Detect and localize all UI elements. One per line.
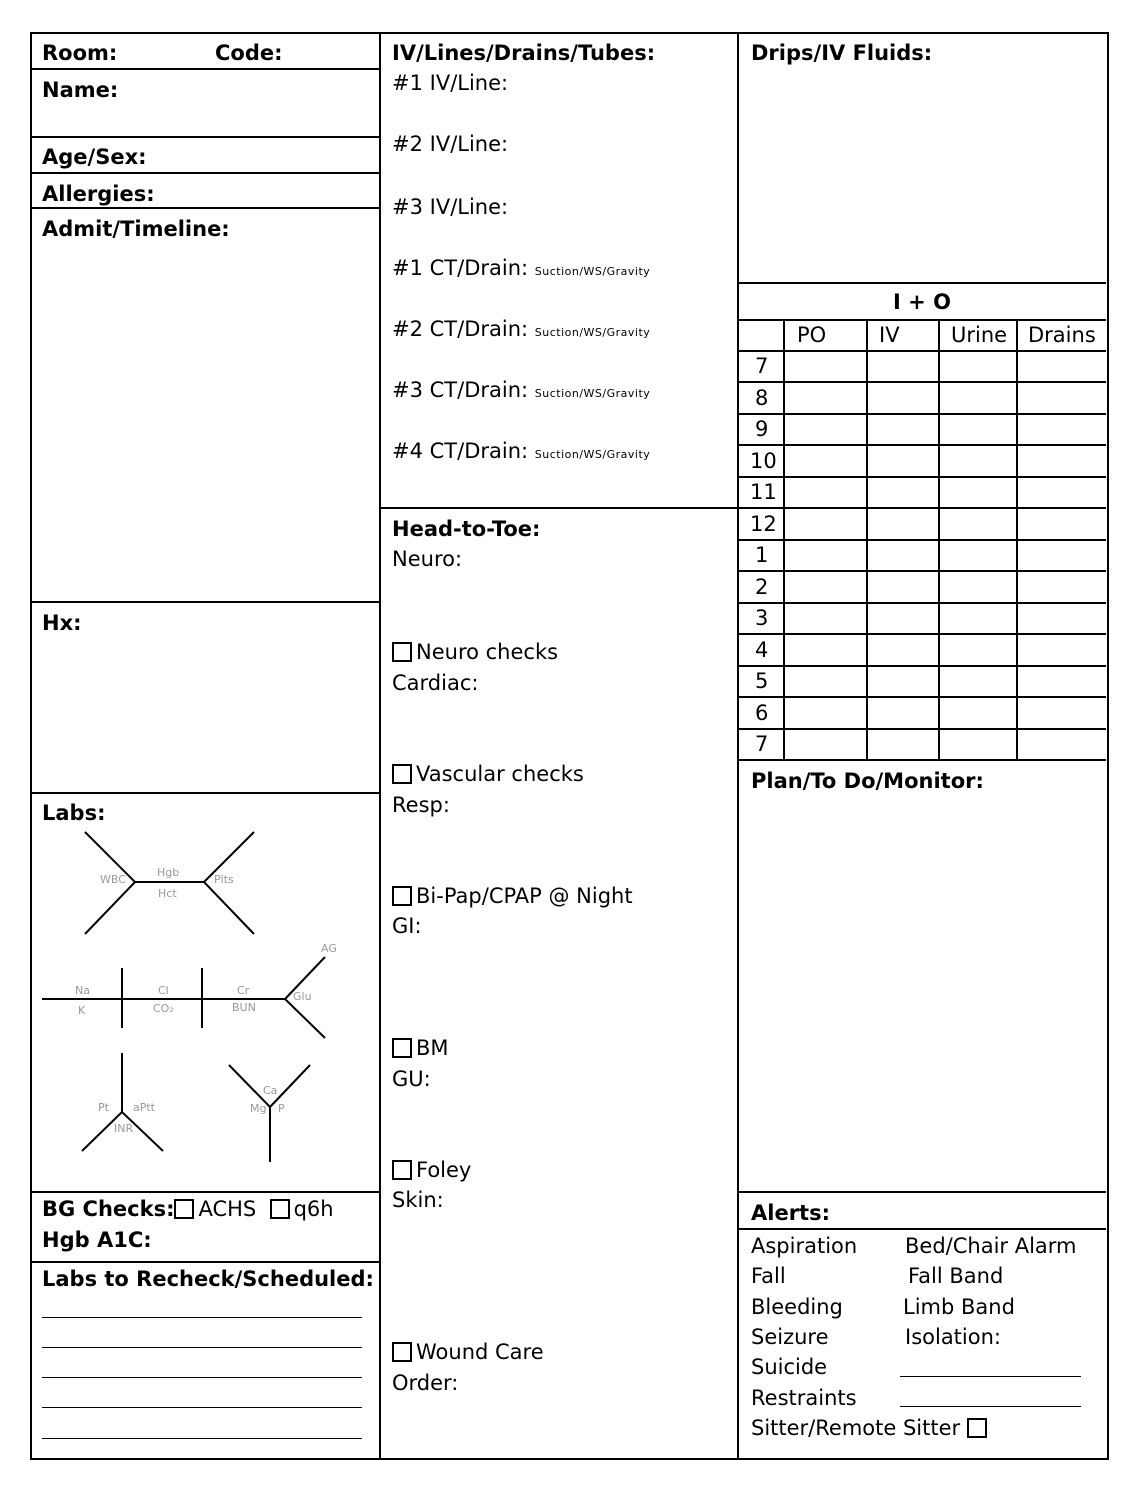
divider — [30, 1261, 380, 1263]
ct1-label: #1 CT/Drain: — [392, 256, 529, 280]
foley-row — [392, 1157, 471, 1183]
io-grid-line — [738, 602, 1106, 604]
bg-checks-text: BG Checks: — [42, 1197, 175, 1221]
io-hour: 8 — [755, 386, 769, 410]
resp-label: Resp: — [392, 793, 450, 817]
vascular-checks-row — [392, 761, 584, 787]
io-hour: 11 — [750, 480, 777, 504]
k-label: K — [78, 1004, 86, 1017]
wound-care-checkbox[interactable] — [392, 1342, 412, 1362]
iv2-label: #2 IV/Line: — [392, 132, 509, 156]
admit-timeline-label: Admit/Timeline: — [42, 217, 230, 241]
divider — [30, 792, 380, 794]
ct4-row — [392, 438, 650, 468]
sitter-checkbox[interactable] — [967, 1418, 987, 1438]
ct1-row — [392, 255, 650, 285]
bipap-checkbox[interactable] — [392, 886, 412, 906]
bg-checks-label — [42, 1196, 334, 1222]
alert-item: Aspiration — [751, 1234, 858, 1258]
divider — [30, 207, 380, 209]
ct2-label: #2 CT/Drain: — [392, 317, 529, 341]
write-line[interactable] — [42, 1317, 362, 1318]
vascular-checks-checkbox[interactable] — [392, 764, 412, 784]
bipap-row — [392, 883, 633, 909]
co2-label: CO₂ — [153, 1002, 174, 1015]
wound-care-row — [392, 1339, 544, 1365]
iv-lines-title: IV/Lines/Drains/Tubes: — [392, 41, 656, 65]
name-label: Name: — [42, 78, 119, 102]
hgb-a1c-label: Hgb A1C: — [42, 1228, 152, 1252]
allergies-label: Allergies: — [42, 182, 155, 206]
na-label: Na — [75, 984, 90, 997]
achs-label: ACHS — [198, 1197, 257, 1221]
bm-checkbox[interactable] — [392, 1038, 412, 1058]
plan-title: Plan/To Do/Monitor: — [751, 769, 984, 793]
head-to-toe-title: Head-to-Toe: — [392, 517, 541, 541]
divider — [737, 32, 739, 1458]
alert-item: Suicide — [751, 1355, 828, 1379]
order-label: Order: — [392, 1371, 459, 1395]
write-line[interactable] — [900, 1406, 1081, 1407]
divider — [380, 507, 738, 509]
alerts-title: Alerts: — [751, 1201, 830, 1225]
wound-care-label: Wound Care — [416, 1340, 544, 1364]
io-hour: 7 — [755, 354, 769, 378]
io-grid-line — [738, 728, 1106, 730]
io-grid-line — [738, 476, 1106, 478]
io-hour: 5 — [755, 669, 769, 693]
p-label: P — [278, 1102, 285, 1115]
ag-label: AG — [321, 942, 337, 955]
write-line[interactable] — [42, 1347, 362, 1348]
gu-label: GU: — [392, 1067, 431, 1091]
io-grid-line — [738, 665, 1106, 667]
ct2-row — [392, 316, 650, 346]
io-hour: 9 — [755, 417, 769, 441]
io-grid-line — [738, 444, 1106, 446]
labs-label: Labs: — [42, 801, 106, 825]
divider — [738, 1228, 1106, 1230]
io-grid-line — [738, 350, 1106, 352]
alert-item: Limb Band — [903, 1295, 1015, 1319]
ct3-row — [392, 377, 650, 407]
neuro-label: Neuro: — [392, 547, 463, 571]
io-grid-line — [738, 759, 1106, 761]
io-title: I + O — [893, 290, 951, 314]
io-hour: 4 — [755, 638, 769, 662]
neuro-checks-checkbox[interactable] — [392, 642, 412, 662]
divider — [30, 1191, 380, 1193]
io-col-urine: Urine — [951, 323, 1008, 347]
room-label: Room: — [42, 41, 118, 65]
io-hour: 7 — [755, 732, 769, 756]
bun-label: BUN — [232, 1001, 256, 1014]
io-col-po: PO — [797, 323, 827, 347]
io-hour: 3 — [755, 606, 769, 630]
alert-item: Restraints — [751, 1386, 857, 1410]
inr-label: INR — [114, 1122, 134, 1135]
bm-row — [392, 1035, 449, 1061]
foley-checkbox[interactable] — [392, 1160, 412, 1180]
io-grid-line — [738, 570, 1106, 572]
ct3-label: #3 CT/Drain: — [392, 378, 529, 402]
vascular-checks-label: Vascular checks — [416, 762, 584, 786]
io-grid-line — [738, 507, 1106, 509]
alert-item: Fall — [751, 1264, 786, 1288]
divider — [738, 282, 1106, 284]
ct1-options: Suction/WS/Gravity — [534, 265, 651, 278]
bm-label: BM — [416, 1036, 449, 1060]
hx-label: Hx: — [42, 611, 82, 635]
labs-recheck-label: Labs to Recheck/Scheduled: — [42, 1267, 374, 1291]
io-hour: 10 — [750, 449, 777, 473]
wbc-label: WBC — [100, 873, 126, 886]
q6h-checkbox[interactable] — [270, 1199, 290, 1219]
iv1-label: #1 IV/Line: — [392, 71, 509, 95]
io-hour: 1 — [755, 543, 769, 567]
divider — [30, 172, 380, 174]
io-hour: 2 — [755, 575, 769, 599]
divider — [30, 601, 380, 603]
write-line[interactable] — [42, 1438, 362, 1439]
io-grid-line — [738, 633, 1106, 635]
bipap-label: Bi-Pap/CPAP @ Night — [416, 884, 633, 908]
cl-label: Cl — [158, 984, 169, 997]
gi-label: GI: — [392, 914, 422, 938]
bmp-fishbone — [42, 957, 325, 1038]
cr-label: Cr — [237, 984, 250, 997]
cardiac-label: Cardiac: — [392, 671, 479, 695]
ct2-options: Suction/WS/Gravity — [534, 326, 651, 339]
ct3-options: Suction/WS/Gravity — [534, 387, 651, 400]
sitter-label: Sitter/Remote Sitter — [751, 1416, 961, 1440]
io-grid-line — [738, 539, 1106, 541]
mg-label: Mg — [250, 1102, 267, 1115]
skin-label: Skin: — [392, 1188, 444, 1212]
q6h-label: q6h — [293, 1197, 334, 1221]
neuro-checks-row — [392, 639, 558, 665]
io-hour: 6 — [755, 701, 769, 725]
ca-label: Ca — [263, 1084, 278, 1097]
ptt-label: aPtt — [133, 1101, 155, 1114]
plts-label: Plts — [214, 873, 234, 886]
divider — [30, 136, 380, 138]
achs-checkbox[interactable] — [174, 1199, 194, 1219]
hgb-label: Hgb — [157, 866, 180, 879]
lab-fishbone-diagrams — [30, 820, 379, 1190]
write-line[interactable] — [42, 1407, 362, 1408]
alert-item: Seizure — [751, 1325, 829, 1349]
io-grid-line — [738, 696, 1106, 698]
io-col-iv: IV — [879, 323, 900, 347]
io-col-drains: Drains — [1028, 323, 1096, 347]
divider — [30, 68, 380, 70]
ct4-label: #4 CT/Drain: — [392, 439, 529, 463]
write-line[interactable] — [42, 1377, 362, 1378]
io-grid-line — [738, 413, 1106, 415]
code-label: Code: — [215, 41, 283, 65]
io-grid-line — [738, 381, 1106, 383]
alert-item: Bleeding — [751, 1295, 843, 1319]
foley-label: Foley — [416, 1158, 472, 1182]
divider — [738, 319, 1106, 321]
divider — [738, 1191, 1106, 1193]
ct4-options: Suction/WS/Gravity — [534, 448, 651, 461]
neuro-checks-label: Neuro checks — [416, 640, 559, 664]
alert-item: Fall Band — [908, 1264, 1004, 1288]
drips-title: Drips/IV Fluids: — [751, 41, 933, 65]
sitter-row — [751, 1415, 991, 1441]
alert-item: Isolation: — [905, 1325, 1001, 1349]
age-sex-label: Age/Sex: — [42, 145, 147, 169]
hct-label: Hct — [158, 887, 177, 900]
pt-label: Pt — [98, 1101, 109, 1114]
iv3-label: #3 IV/Line: — [392, 195, 509, 219]
write-line[interactable] — [900, 1376, 1081, 1377]
io-hour: 12 — [750, 512, 777, 536]
glu-label: Glu — [293, 990, 312, 1003]
divider — [379, 32, 381, 1458]
alert-item: Bed/Chair Alarm — [905, 1234, 1077, 1258]
electrolyte-fishbone — [229, 1065, 310, 1162]
